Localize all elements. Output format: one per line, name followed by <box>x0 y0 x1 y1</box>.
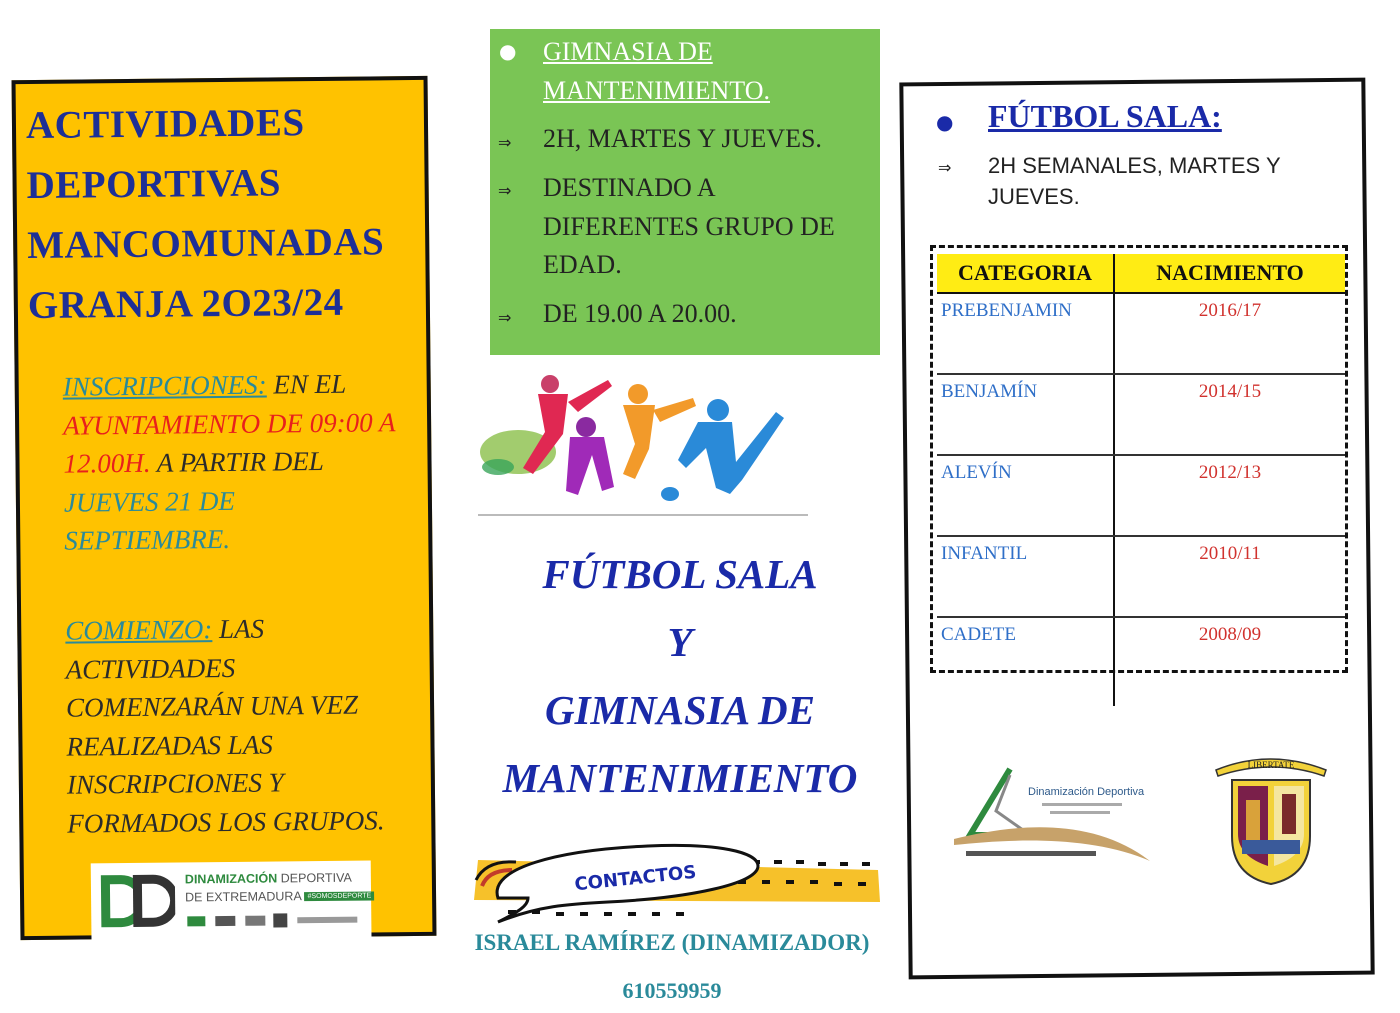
gimnasia-info-box <box>490 29 880 355</box>
arrow-icon: ⇒ <box>498 133 512 152</box>
gimnasia-title: GIMNASIA DE MANTENIMIENTO. <box>543 37 770 105</box>
comienzo-body: LAS ACTIVIDADES COMENZARÁN UNA VEZ REALIZADAS LAS INSCRIPCIONES Y FORMADOS LOS GRUPOS. <box>65 613 385 839</box>
cell-nacimiento: 2014/15 <box>1114 374 1345 455</box>
cell-nacimiento: 2010/11 <box>1114 536 1345 617</box>
title-line-1: ACTIVIDADES <box>25 101 305 148</box>
comienzo-text <box>65 608 407 843</box>
bullet-icon: ● <box>499 39 517 63</box>
categories-table-frame <box>930 245 1348 673</box>
dd-logo-line1 <box>185 871 352 887</box>
sports-silhouettes-image <box>478 372 888 517</box>
cell-categoria: PREBENJAMIN <box>937 293 1114 374</box>
gimnasia-item-3: DE 19.00 A 20.00. <box>543 299 737 328</box>
inscripciones-label: INSCRIPCIONES: <box>62 369 267 402</box>
dd-logo-line2 <box>185 888 374 904</box>
futbol-schedule: 2H SEMANALES, MARTES Y JUEVES. <box>988 153 1281 209</box>
header-nacimiento: NACIMIENTO <box>1114 254 1345 293</box>
bullet-icon: ● <box>936 110 954 134</box>
table-row <box>937 536 1345 617</box>
center-title-line-1: FÚTBOL SALA <box>542 551 818 597</box>
table-row <box>937 617 1345 706</box>
contact-name: ISRAEL RAMÍREZ (DINAMIZADOR) <box>474 930 870 955</box>
dd-logo-badge: #SOMOSDEPORTE <box>305 892 375 902</box>
center-title-line-2: Y <box>667 619 693 665</box>
dd-logo-line2-text: DE EXTREMADURA <box>185 889 302 905</box>
title-line-4: GRANJA 2O23/24 <box>27 280 344 328</box>
arrow-icon: ⇒ <box>498 308 512 327</box>
arrow-icon: ⇒ <box>498 181 512 200</box>
dd-logo-rest: DEPORTIVA <box>277 870 352 886</box>
title-line-2: DEPORTIVAS <box>26 161 282 208</box>
center-title-line-3: GIMNASIA DE <box>544 687 816 733</box>
table-row <box>937 374 1345 455</box>
cell-nacimiento: 2008/09 <box>1198 624 1262 645</box>
cell-categoria: INFANTIL <box>937 536 1114 617</box>
contact-phone: 610559959 <box>622 978 722 1003</box>
table-row <box>937 293 1345 374</box>
cell-categoria: ALEVÍN <box>937 455 1114 536</box>
contactos-label: CONTACTOS <box>573 861 698 896</box>
table-row <box>937 455 1345 536</box>
cell-categoria: BENJAMÍN <box>937 374 1114 455</box>
inscripciones-t2: A PARTIR DEL <box>150 445 324 478</box>
inscripciones-t1: EN EL <box>266 368 346 400</box>
contactos-banner <box>468 840 884 924</box>
header-categoria: CATEGORIA <box>937 254 1114 293</box>
left-info-panel <box>12 76 437 940</box>
table-header-row <box>937 254 1345 293</box>
cell-nacimiento: 2012/13 <box>1114 455 1345 536</box>
coat-of-arms-icon <box>1212 750 1330 886</box>
shield-motto: LIBERTATE <box>1247 760 1295 770</box>
dd-logo-bold: DINAMIZACIÓN <box>184 871 278 887</box>
activities-title <box>26 92 428 336</box>
dd-logo-icon <box>97 871 176 932</box>
categories-table <box>937 254 1345 706</box>
title-line-3: MANCOMUNADAS <box>27 220 385 268</box>
dinamizacion-extremadura-logo <box>91 860 372 941</box>
inscripciones-place: AYUNTAMIENTO DE 09:00 A 12.00H. <box>62 406 396 479</box>
cell-categoria: CADETE <box>937 617 1114 706</box>
center-title <box>470 540 890 812</box>
gimnasia-item-1: 2H, MARTES Y JUEVES. <box>543 124 822 153</box>
inscripciones-text <box>63 364 405 560</box>
gimnasia-item-2: DESTINADO A DIFERENTES GRUPO DE EDAD. <box>543 173 835 279</box>
futbol-title: FÚTBOL SALA: <box>988 98 1222 134</box>
sponsor-logos-icon <box>185 911 365 933</box>
arrow-icon: ⇒ <box>938 158 952 177</box>
dinamizacion-deportiva-logo <box>950 765 1155 865</box>
comienzo-label: COMIENZO: <box>65 614 213 646</box>
inscripciones-date: JUEVES 21 DE SEPTIEMBRE. <box>63 485 236 556</box>
cell-nacimiento: 2016/17 <box>1114 293 1345 374</box>
center-title-line-4: MANTENIMIENTO <box>502 755 858 801</box>
dinamizacion-logo-title: Dinamización Deportiva <box>1028 786 1145 798</box>
